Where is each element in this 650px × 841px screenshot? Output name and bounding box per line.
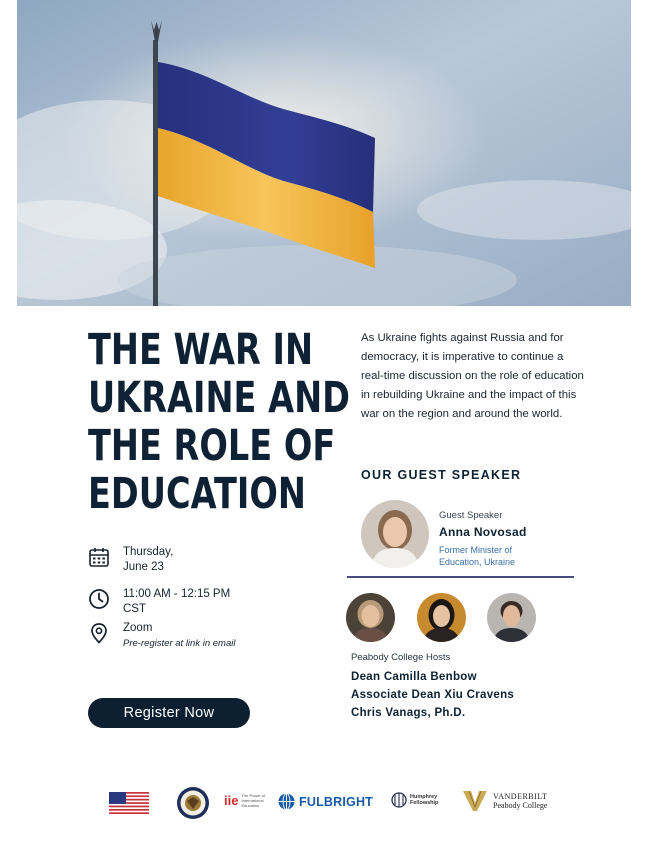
us-flag-logo	[109, 792, 149, 814]
host-avatar	[487, 593, 536, 642]
hosts-label: Peabody College Hosts	[351, 652, 451, 663]
speaker-title-line: Former Minister of	[439, 545, 513, 555]
calendar-icon	[88, 546, 110, 568]
speaker-role: Guest Speaker	[439, 510, 503, 521]
time-line: 11:00 AM - 12:15 PM	[123, 588, 231, 600]
date-line: Thursday,	[123, 546, 174, 558]
title-line: THE ROLE OF	[88, 421, 336, 471]
fulbright-logo	[278, 793, 373, 810]
host-name: Chris Vanags, Ph.D.	[351, 707, 466, 719]
vanderbilt-v-icon	[462, 790, 488, 812]
iie-logo	[224, 793, 279, 808]
humphrey-globe-icon	[391, 792, 407, 808]
fulbright-globe-icon	[278, 793, 295, 810]
iie-logo-text: iie	[224, 793, 239, 808]
humphrey-text: Humphrey	[410, 794, 438, 800]
title-line: UKRAINE AND	[88, 373, 351, 423]
host-name: Dean Camilla Benbow	[351, 671, 477, 683]
location-note: Pre-register at link in email	[123, 638, 236, 649]
vanderbilt-peabody-logo	[462, 790, 547, 812]
state-department-seal-logo	[176, 786, 210, 820]
speaker-avatar	[361, 500, 429, 568]
speaker-title-line: Education, Ukraine	[439, 557, 516, 567]
title-line: THE WAR IN	[88, 325, 314, 375]
guest-speaker-heading: OUR GUEST SPEAKER	[361, 468, 522, 482]
location-pin-icon	[88, 622, 110, 644]
host-avatar	[417, 593, 466, 642]
date-line: June 23	[123, 561, 164, 573]
event-location	[88, 621, 235, 651]
humphrey-text: Fellowship	[410, 800, 439, 806]
section-divider	[347, 576, 574, 578]
host-avatar	[346, 593, 395, 642]
title-line: EDUCATION	[88, 469, 306, 519]
vanderbilt-text: VANDERBILT	[493, 792, 548, 801]
event-title	[88, 325, 351, 519]
hero-flag-photo	[17, 0, 631, 306]
time-line: CST	[123, 603, 146, 615]
host-name: Associate Dean Xiu Cravens	[351, 689, 515, 701]
fulbright-logo-text: FULBRIGHT	[299, 794, 374, 809]
event-date	[88, 545, 173, 575]
humphrey-fellowship-logo	[391, 792, 438, 808]
speaker-name: Anna Novosad	[439, 525, 527, 539]
event-time	[88, 587, 230, 617]
speaker-title	[439, 544, 559, 568]
register-button[interactable]: Register Now	[88, 698, 250, 728]
location-name: Zoom	[123, 622, 153, 634]
peabody-text: Peabody College	[493, 801, 548, 810]
iie-logo-subtitle: The Power of International Education	[241, 793, 266, 808]
clock-icon	[88, 588, 110, 610]
intro-paragraph: As Ukraine fights against Russia and for democracy, it is imperative to continue a real-time discussion on the role of education in rebuilding Ukraine and the impact of this war on the region and around the world.	[361, 332, 584, 420]
